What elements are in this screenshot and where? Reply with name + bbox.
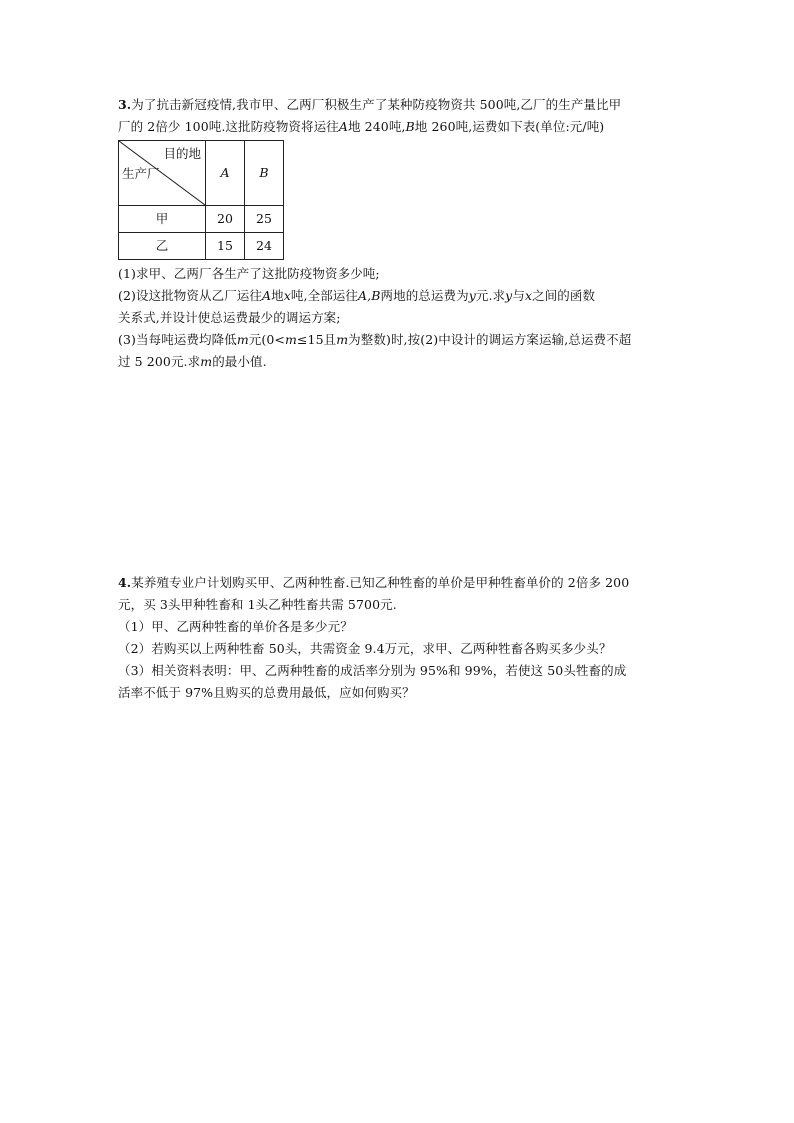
- q-text: 为整数)时,按(2)中设计的调运方案运输,总运费不超: [348, 332, 632, 347]
- q-text: 元.求: [475, 288, 506, 303]
- table-cell: 20: [206, 206, 245, 233]
- var-y: y: [468, 288, 476, 303]
- header-factory: 生产厂: [122, 166, 160, 181]
- q-text: (3)当每吨运费均降低: [118, 332, 237, 347]
- table-corner-cell: [119, 141, 206, 206]
- var-m: m: [284, 332, 297, 347]
- problem-4-question-2: （2）若购买以上两种牲畜 50头，共需资金 9.4万元，求甲、乙两种牲畜各购买多少头？: [118, 641, 612, 656]
- intro-text: 地 260吨,运费如下表(单位:元/吨): [414, 119, 605, 134]
- problem-3-question-2-line-1: [118, 285, 680, 307]
- problem-3-question-3-line-2: [118, 351, 680, 373]
- q-text: 吨,全部运往: [290, 288, 358, 303]
- q-text: 过 5 200元.求: [118, 354, 201, 369]
- problem-3-intro-line-2: [118, 116, 680, 138]
- problem-4-question-3-line-1: （3）相关资料表明：甲、乙两种牲畜的成活率分别为 95%和 99%，若使这 50头牲畜的成: [118, 663, 627, 678]
- var-m: m: [336, 332, 349, 347]
- problem-4-question-3-line-2: 活率不低于 97%且购买的总费用最低，应如何购买？: [118, 685, 415, 700]
- problem-3-question-1: (1)求甲、乙两厂各生产了这批防疫物资多少吨;: [118, 266, 380, 281]
- q-text: ≤15且: [296, 332, 337, 347]
- table-cell: 15: [206, 233, 245, 260]
- problem-4-question-1: （1）甲、乙两种牲畜的单价各是多少元？: [118, 619, 353, 634]
- table-cell: 25: [245, 206, 284, 233]
- problem-3-question-2-line-2: 关系式,并设计使总运费最少的调运方案;: [118, 310, 341, 325]
- var-A: A: [338, 119, 348, 134]
- row-header-yi: 乙: [119, 233, 206, 260]
- q-text: 之间的函数: [532, 288, 596, 303]
- var-y: y: [505, 288, 513, 303]
- problem-3-question-3-line-1: [118, 329, 680, 351]
- q-text: 两地的总运费为: [380, 288, 469, 303]
- problem-3: [118, 94, 680, 373]
- var-m: m: [200, 354, 213, 369]
- problem-4-intro-line-1: [118, 572, 680, 594]
- var-x: x: [524, 288, 533, 303]
- problem-3-intro-text-1: 为了抗击新冠疫情,我市甲、乙两厂积极生产了某种防疫物资共 500吨,乙厂的生产量比甲: [131, 97, 622, 112]
- table-row: [119, 206, 284, 233]
- var-AB: A,B: [358, 288, 381, 303]
- intro-text: 厂的 2倍少 100吨.这批防疫物资将运往: [118, 119, 339, 134]
- q-text: (2)设这批物资从乙厂运往: [118, 288, 263, 303]
- table-header-row: [119, 141, 284, 206]
- var-m: m: [236, 332, 249, 347]
- q-text: 的最小值.: [212, 354, 267, 369]
- problem-4: [118, 572, 680, 704]
- problem-3-intro-line-1: [118, 94, 680, 116]
- header-destination: 目的地: [163, 146, 201, 161]
- var-A: A: [262, 288, 272, 303]
- table-row: [119, 233, 284, 260]
- table-cell: 24: [245, 233, 284, 260]
- problem-4-number: 4.: [118, 575, 132, 590]
- q-text: 地: [271, 288, 284, 303]
- intro-text: 地 240吨,: [347, 119, 406, 134]
- column-header-B: B: [245, 141, 284, 206]
- problem-4-intro-line-2: 元，买 3头甲种牲畜和 1头乙种牲畜共需 5700元.: [118, 597, 397, 612]
- column-header-A: A: [206, 141, 245, 206]
- q-text: 元(0<: [248, 332, 285, 347]
- var-B: B: [405, 119, 415, 134]
- problem-4-intro-text-1: 某养殖专业户计划购买甲、乙两种牲畜.已知乙种牲畜的单价是甲种牲畜单价的 2倍多 200: [131, 575, 630, 590]
- row-header-jia: 甲: [119, 206, 206, 233]
- q-text: 与: [512, 288, 525, 303]
- freight-cost-table: [118, 140, 284, 260]
- problem-3-number: 3.: [118, 97, 132, 112]
- var-x: x: [283, 288, 291, 303]
